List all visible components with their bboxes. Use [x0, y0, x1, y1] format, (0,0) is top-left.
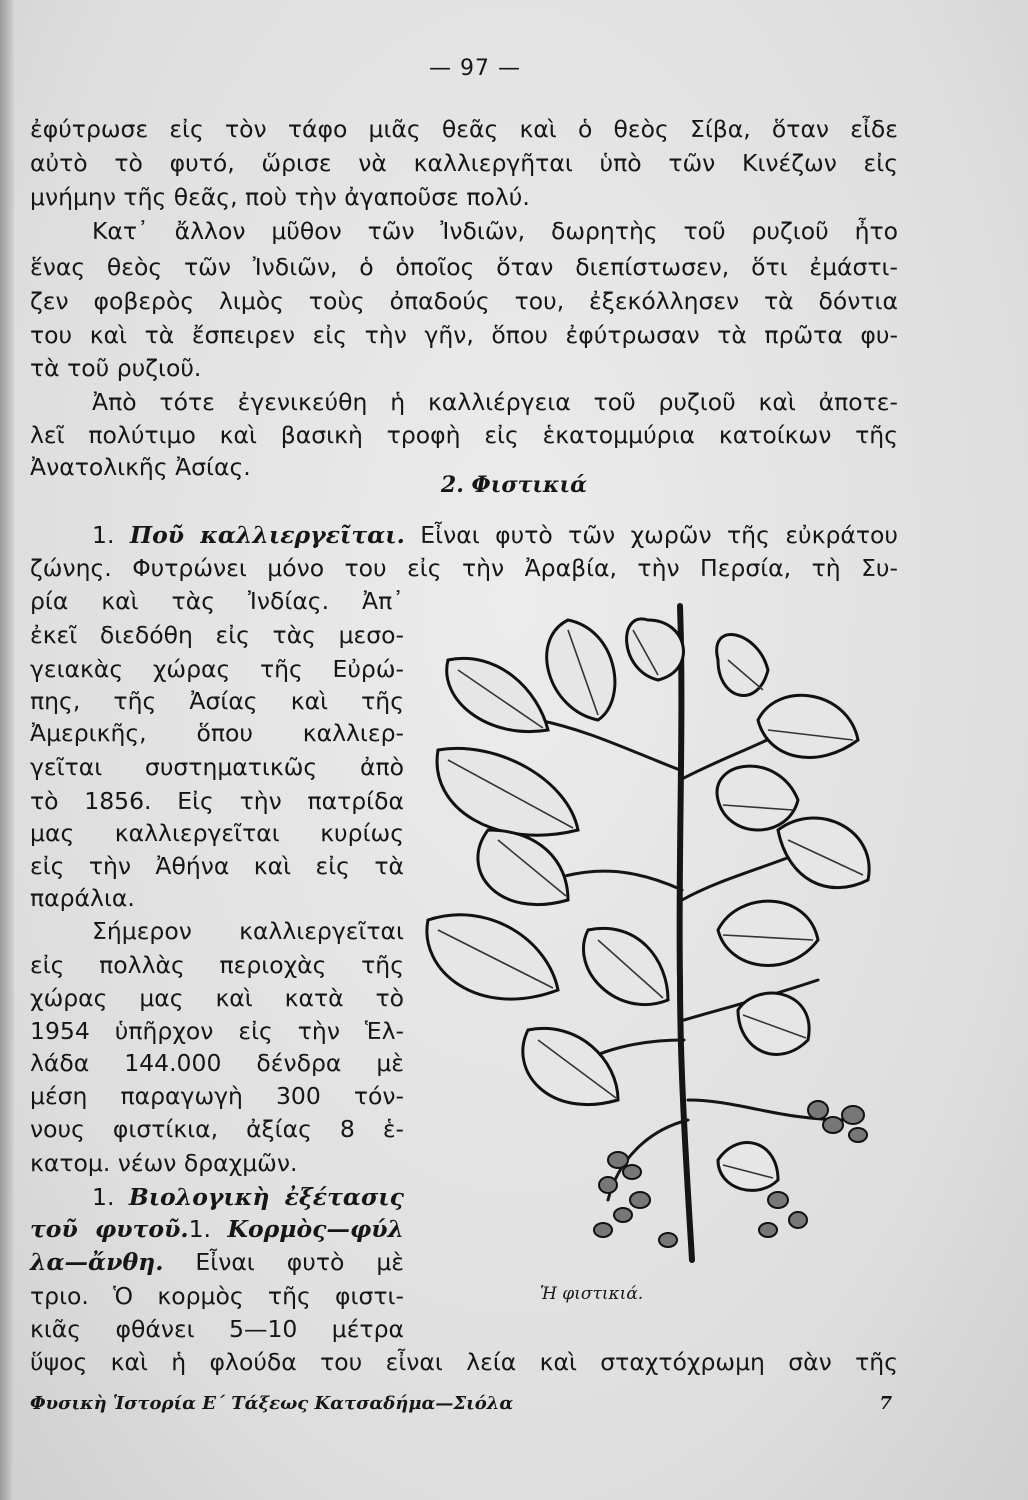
page-spine-shadow: [0, 0, 14, 1500]
bold-label: Βιολογικὴ ἐξέτασις: [128, 1183, 404, 1211]
footer-title: Φυσικὴ Ἱστορία Ε΄ Τάξεως Κατσαδήμα—Σιόλα: [30, 1393, 514, 1414]
text-line: Κατ᾿ ἄλλον μῦθον τῶν Ἰνδιῶν, δωρητὴς τοῦ ρυζιοῦ ἦτο: [92, 217, 898, 245]
text-line: ἐκεῖ διεδόθη εἰς τὰς μεσο-: [30, 621, 404, 649]
text-line: λάδα 144.000 δένδρα μὲ: [30, 1049, 404, 1077]
text-line: εἰς πολλὰς περιοχὰς τῆς: [30, 951, 404, 979]
text-line: γειακὰς χώρας τῆς Εὐρώ-: [30, 655, 404, 683]
text-line: τριο. Ὁ κορμὸς τῆς φιστι-: [30, 1282, 404, 1310]
text-line: παράλια.: [30, 884, 135, 912]
text-line: Ἀμερικῆς, ὅπου καλλιερ-: [30, 719, 404, 747]
text-line: μέση παραγωγὴ 300 τόν-: [30, 1082, 404, 1110]
pistachio-branch-illustration: [418, 600, 898, 1270]
bold-label: λα—ἄνθη.: [30, 1248, 164, 1276]
text-line: χώρας μας καὶ κατὰ τὸ: [30, 984, 404, 1012]
text-line: τὸ 1856. Εἰς τὴν πατρίδα: [30, 787, 404, 815]
text-line: μας καλλιεργεῖται κυρίως: [30, 819, 404, 847]
text-line: ζώνης. Φυτρώνει μόνο του εἰς τὴν Ἀραβία, τὴν Περσία, τὴ Συ-: [30, 554, 898, 582]
bold-label: τοῦ φυτοῦ.: [30, 1215, 189, 1243]
text-line: 1954 ὑπῆρχον εἰς τὴν Ἑλ-: [30, 1017, 404, 1045]
figure-caption: Ἡ φιστικιά.: [540, 1284, 644, 1304]
paragraph-number: 1.: [92, 521, 115, 549]
text-line: κατομ. νέων δραχμῶν.: [30, 1149, 298, 1177]
text-line: [30, 1182, 404, 1212]
text-fragment: Εἶναι φυτὸ μὲ: [195, 1248, 404, 1276]
text-line: [30, 1214, 404, 1244]
text-line: του καὶ τὰ ἔσπειρεν εἰς τὴν γῆν, ὅπου ἐφύτρωσαν τὰ πρῶτα φυ-: [30, 321, 898, 349]
text-line: Ἀπὸ τότε ἐγενικεύθη ἡ καλλιέργεια τοῦ ρυζιοῦ καὶ ἀποτε-: [92, 388, 898, 416]
section-heading: 2. Φιστικιά: [440, 472, 588, 498]
text-line: πης, τῆς Ἀσίας καὶ τῆς: [30, 687, 404, 715]
text-line: μνήμην τῆς θεᾶς, ποὺ τὴν ἀγαποῦσε πολύ.: [30, 183, 530, 211]
text-line: ρία καὶ τὰς Ἰνδίας. Ἀπ᾿: [30, 587, 404, 615]
text-line: νους φιστίκια, ἀξίας 8 ἑ-: [30, 1115, 404, 1143]
paragraph-number: 1.: [92, 1183, 115, 1211]
text-line: [30, 520, 898, 550]
text-line: αὐτὸ τὸ φυτό, ὥρισε νὰ καλλιεργῆται ὑπὸ τῶν Κινέζων εἰς: [30, 149, 898, 177]
text-line: [30, 1247, 404, 1277]
text-line: εἰς τὴν Ἀθήνα καὶ εἰς τὰ: [30, 852, 404, 880]
text-line: Ἀνατολικῆς Ἀσίας.: [30, 453, 251, 481]
text-line: ζεν φοβερὸς λιμὸς τοὺς ὀπαδούς του, ἐξεκόλλησεν τὰ δόντια: [30, 287, 898, 315]
text-line: γεῖται συστηματικῶς ἀπὸ: [30, 753, 404, 781]
text-line: ὕψος καὶ ἡ φλούδα του εἶναι λεία καὶ σταχτόχρωμη σὰν τῆς: [30, 1348, 898, 1376]
text-fragment: Εἶναι φυτὸ τῶν χωρῶν τῆς εὐκράτου: [420, 521, 898, 549]
page-footer: [30, 1393, 892, 1414]
paragraph-number: 1.: [188, 1215, 211, 1243]
text-line: ἕνας θεὸς τῶν Ἰνδιῶν, ὁ ὁποῖος ὅταν διεπίστωσεν, ὅτι ἐμάστι-: [30, 253, 898, 281]
page-number: — 97 —: [429, 56, 521, 81]
text-line: λεῖ πολύτιμο καὶ βασικὴ τροφὴ εἰς ἑκατομμύρια κατοίκων τῆς: [30, 421, 898, 449]
footer-number: 7: [879, 1393, 892, 1414]
bold-label: Κορμὸς—φύλ: [227, 1215, 404, 1243]
text-line: Σήμερον καλλιεργεῖται: [92, 917, 404, 945]
text-line: τὰ τοῦ ρυζιοῦ.: [30, 354, 202, 382]
bold-label: Ποῦ καλλιεργεῖται.: [129, 521, 405, 549]
text-line: κιᾶς φθάνει 5—10 μέτρα: [30, 1315, 404, 1343]
text-line: ἐφύτρωσε εἰς τὸν τάφο μιᾶς θεᾶς καὶ ὁ θεὸς Σίβα, ὅταν εἶδε: [30, 115, 898, 143]
